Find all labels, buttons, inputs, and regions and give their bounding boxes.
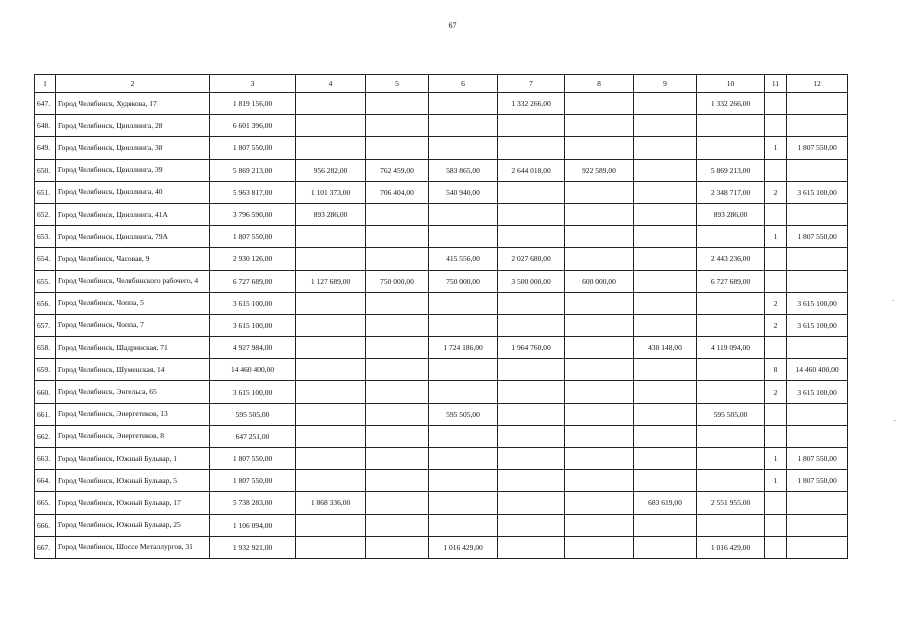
table-row	[35, 536, 848, 558]
col4-cell	[296, 381, 366, 403]
total-cost-cell: 2 930 126,00	[210, 248, 296, 270]
col10-sum-cell	[697, 115, 765, 137]
column-header-4: 4	[296, 75, 366, 93]
table-row	[35, 448, 848, 470]
table-row	[35, 403, 848, 425]
total-cost-cell: 6 601 396,00	[210, 115, 296, 137]
col5-cell: 762 459,00	[366, 159, 429, 181]
col9-cell	[634, 248, 697, 270]
column-header-9: 9	[634, 75, 697, 93]
col12-sum-cell	[787, 248, 848, 270]
col9-cell	[634, 536, 697, 558]
col4-cell	[296, 536, 366, 558]
total-cost-cell: 1 932 921,00	[210, 536, 296, 558]
col9-cell: 430 148,00	[634, 337, 697, 359]
col5-cell	[366, 536, 429, 558]
col6-cell	[429, 470, 498, 492]
col12-sum-cell: 1 807 550,00	[787, 137, 848, 159]
col6-cell	[429, 226, 498, 248]
address-cell: Город Челябинск, Цвиллинга, 28	[56, 115, 210, 137]
address-cell: Город Челябинск, Цвиллинга, 39	[56, 159, 210, 181]
col4-cell	[296, 248, 366, 270]
col11-count-cell	[765, 115, 787, 137]
row-number: 658.	[35, 337, 56, 359]
col12-sum-cell: 1 807 550,00	[787, 448, 848, 470]
col8-cell	[565, 93, 634, 115]
table-row	[35, 470, 848, 492]
address-cell: Город Челябинск, Южный Бульвар, 1	[56, 448, 210, 470]
col4-cell	[296, 425, 366, 447]
total-cost-cell: 595 505,00	[210, 403, 296, 425]
col11-count-cell: 2	[765, 381, 787, 403]
column-header-10: 10	[697, 75, 765, 93]
table-row	[35, 292, 848, 314]
col4-cell	[296, 514, 366, 536]
col4-cell	[296, 337, 366, 359]
col4-cell	[296, 292, 366, 314]
col8-cell	[565, 403, 634, 425]
table-row	[35, 93, 848, 115]
col5-cell	[366, 470, 429, 492]
col4-cell: 1 868 336,00	[296, 492, 366, 514]
col12-sum-cell: 3 615 100,00	[787, 292, 848, 314]
col5-cell	[366, 314, 429, 336]
col7-cell	[498, 536, 565, 558]
row-number: 655.	[35, 270, 56, 292]
col7-cell: 2 644 018,00	[498, 159, 565, 181]
col6-cell: 540 940,00	[429, 181, 498, 203]
col5-cell	[366, 337, 429, 359]
col11-count-cell	[765, 337, 787, 359]
scan-artifact	[894, 420, 896, 421]
address-cell: Город Челябинск, Челябинского рабочего, 4	[56, 270, 210, 292]
col9-cell	[634, 425, 697, 447]
col10-sum-cell	[697, 314, 765, 336]
col11-count-cell: 2	[765, 292, 787, 314]
col11-count-cell	[765, 248, 787, 270]
table-row	[35, 159, 848, 181]
col5-cell	[366, 448, 429, 470]
col5-cell	[366, 292, 429, 314]
col11-count-cell: 8	[765, 359, 787, 381]
col7-cell	[498, 470, 565, 492]
col6-cell	[429, 203, 498, 225]
col11-count-cell: 2	[765, 181, 787, 203]
row-number: 656.	[35, 292, 56, 314]
col12-sum-cell: 3 615 100,00	[787, 381, 848, 403]
col7-cell	[498, 425, 565, 447]
col12-sum-cell	[787, 115, 848, 137]
column-header-1: 1	[35, 75, 56, 93]
table-row	[35, 359, 848, 381]
col4-cell	[296, 226, 366, 248]
total-cost-cell: 5 869 213,00	[210, 159, 296, 181]
col5-cell	[366, 137, 429, 159]
col4-cell: 1 127 689,00	[296, 270, 366, 292]
col6-cell	[429, 137, 498, 159]
col8-cell	[565, 492, 634, 514]
row-number: 650.	[35, 159, 56, 181]
col6-cell: 750 000,00	[429, 270, 498, 292]
col11-count-cell	[765, 203, 787, 225]
column-header-7: 7	[498, 75, 565, 93]
table-row	[35, 248, 848, 270]
col5-cell	[366, 381, 429, 403]
col7-cell	[498, 359, 565, 381]
row-number: 664.	[35, 470, 56, 492]
row-number: 661.	[35, 403, 56, 425]
col7-cell	[498, 403, 565, 425]
col7-cell: 1 964 760,00	[498, 337, 565, 359]
col8-cell	[565, 359, 634, 381]
col10-sum-cell	[697, 292, 765, 314]
col9-cell	[634, 93, 697, 115]
col6-cell	[429, 292, 498, 314]
col7-cell	[498, 292, 565, 314]
col10-sum-cell: 595 505,00	[697, 403, 765, 425]
col7-cell	[498, 181, 565, 203]
col7-cell: 1 332 266,00	[498, 93, 565, 115]
col5-cell: 706 404,00	[366, 181, 429, 203]
col6-cell	[429, 314, 498, 336]
col7-cell	[498, 226, 565, 248]
column-header-6: 6	[429, 75, 498, 93]
col6-cell	[429, 492, 498, 514]
col6-cell: 583 865,00	[429, 159, 498, 181]
col8-cell	[565, 203, 634, 225]
address-cell: Город Челябинск, Чоппа, 5	[56, 292, 210, 314]
col5-cell: 750 000,00	[366, 270, 429, 292]
col8-cell	[565, 314, 634, 336]
col10-sum-cell: 2 551 955,00	[697, 492, 765, 514]
total-cost-cell: 1 807 550,00	[210, 137, 296, 159]
address-cell: Город Челябинск, Шуменская, 14	[56, 359, 210, 381]
col6-cell: 1 016 429,00	[429, 536, 498, 558]
col9-cell	[634, 270, 697, 292]
page-number: 67	[448, 21, 457, 30]
col7-cell	[498, 137, 565, 159]
col7-cell	[498, 115, 565, 137]
address-cell: Город Челябинск, Энергетиков, 8	[56, 425, 210, 447]
col11-count-cell	[765, 514, 787, 536]
col10-sum-cell	[697, 448, 765, 470]
row-number: 648.	[35, 115, 56, 137]
table-row	[35, 270, 848, 292]
col7-cell	[498, 314, 565, 336]
col10-sum-cell: 2 348 717,00	[697, 181, 765, 203]
total-cost-cell: 1 807 550,00	[210, 470, 296, 492]
col6-cell	[429, 425, 498, 447]
col12-sum-cell: 3 615 100,00	[787, 181, 848, 203]
col11-count-cell	[765, 93, 787, 115]
row-number: 647.	[35, 93, 56, 115]
col5-cell	[366, 492, 429, 514]
col5-cell	[366, 115, 429, 137]
total-cost-cell: 1 819 156,00	[210, 93, 296, 115]
address-cell: Город Челябинск, Шоссе Металлургов, 31	[56, 536, 210, 558]
col11-count-cell	[765, 492, 787, 514]
col7-cell	[498, 203, 565, 225]
address-cell: Город Челябинск, Цвиллинга, 79А	[56, 226, 210, 248]
col8-cell	[565, 292, 634, 314]
scan-artifact	[892, 300, 894, 301]
col5-cell	[366, 203, 429, 225]
col5-cell	[366, 403, 429, 425]
col12-sum-cell	[787, 270, 848, 292]
row-number: 667.	[35, 536, 56, 558]
address-cell: Город Челябинск, Южный Бульвар, 5	[56, 470, 210, 492]
col10-sum-cell: 1 016 429,00	[697, 536, 765, 558]
col4-cell	[296, 93, 366, 115]
col8-cell	[565, 448, 634, 470]
total-cost-cell: 1 807 550,00	[210, 448, 296, 470]
col12-sum-cell: 1 807 550,00	[787, 226, 848, 248]
col5-cell	[366, 359, 429, 381]
col9-cell	[634, 137, 697, 159]
col11-count-cell: 1	[765, 470, 787, 492]
col9-cell	[634, 115, 697, 137]
col9-cell	[634, 181, 697, 203]
table-row	[35, 115, 848, 137]
table-row	[35, 425, 848, 447]
col7-cell	[498, 492, 565, 514]
row-number: 665.	[35, 492, 56, 514]
col6-cell: 1 724 186,00	[429, 337, 498, 359]
column-header-2: 2	[56, 75, 210, 93]
col6-cell: 415 556,00	[429, 248, 498, 270]
total-cost-cell: 4 927 984,00	[210, 337, 296, 359]
col5-cell	[366, 93, 429, 115]
column-header-12: 12	[787, 75, 848, 93]
col9-cell	[634, 314, 697, 336]
col11-count-cell: 1	[765, 226, 787, 248]
col8-cell	[565, 514, 634, 536]
address-cell: Город Челябинск, Цвиллинга, 41А	[56, 203, 210, 225]
total-cost-cell: 6 727 689,00	[210, 270, 296, 292]
col8-cell: 922 589,00	[565, 159, 634, 181]
row-number: 666.	[35, 514, 56, 536]
col8-cell	[565, 470, 634, 492]
col11-count-cell: 2	[765, 314, 787, 336]
col6-cell	[429, 359, 498, 381]
table-row	[35, 203, 848, 225]
col7-cell	[498, 448, 565, 470]
row-number: 649.	[35, 137, 56, 159]
col6-cell	[429, 115, 498, 137]
col9-cell	[634, 470, 697, 492]
col8-cell	[565, 425, 634, 447]
address-cell: Город Челябинск, Южный Бульвар, 25	[56, 514, 210, 536]
table-row	[35, 514, 848, 536]
col10-sum-cell	[697, 381, 765, 403]
total-cost-cell: 3 615 100,00	[210, 314, 296, 336]
col6-cell	[429, 93, 498, 115]
row-number: 651.	[35, 181, 56, 203]
address-cell: Город Челябинск, Энгельса, 65	[56, 381, 210, 403]
col9-cell	[634, 203, 697, 225]
col4-cell	[296, 470, 366, 492]
address-cell: Город Челябинск, Чоппа, 7	[56, 314, 210, 336]
col12-sum-cell: 1 807 550,00	[787, 470, 848, 492]
col11-count-cell	[765, 536, 787, 558]
col9-cell	[634, 359, 697, 381]
col10-sum-cell: 5 869 213,00	[697, 159, 765, 181]
col8-cell	[565, 181, 634, 203]
col10-sum-cell	[697, 359, 765, 381]
col12-sum-cell	[787, 93, 848, 115]
row-number: 663.	[35, 448, 56, 470]
column-header-11: 11	[765, 75, 787, 93]
address-cell: Город Челябинск, Цвиллинга, 38	[56, 137, 210, 159]
col11-count-cell	[765, 425, 787, 447]
col12-sum-cell	[787, 203, 848, 225]
col12-sum-cell	[787, 514, 848, 536]
table-body	[35, 93, 848, 559]
col12-sum-cell	[787, 492, 848, 514]
col4-cell: 1 101 373,00	[296, 181, 366, 203]
column-header-8: 8	[565, 75, 634, 93]
col11-count-cell	[765, 403, 787, 425]
address-cell: Город Челябинск, Худякова, 17	[56, 93, 210, 115]
col9-cell	[634, 159, 697, 181]
total-cost-cell: 3 615 100,00	[210, 381, 296, 403]
col9-cell	[634, 514, 697, 536]
col4-cell	[296, 314, 366, 336]
table-row	[35, 492, 848, 514]
col6-cell: 595 505,00	[429, 403, 498, 425]
col11-count-cell	[765, 270, 787, 292]
address-cell: Город Челябинск, Часовая, 9	[56, 248, 210, 270]
col10-sum-cell	[697, 514, 765, 536]
table-row	[35, 337, 848, 359]
table-row	[35, 381, 848, 403]
col9-cell	[634, 448, 697, 470]
column-header-3: 3	[210, 75, 296, 93]
col8-cell: 600 000,00	[565, 270, 634, 292]
col11-count-cell	[765, 159, 787, 181]
table-header-row	[35, 75, 848, 93]
table-row	[35, 226, 848, 248]
total-cost-cell: 5 963 817,00	[210, 181, 296, 203]
col4-cell	[296, 115, 366, 137]
table-row	[35, 181, 848, 203]
col12-sum-cell: 3 615 100,00	[787, 314, 848, 336]
total-cost-cell: 3 796 590,00	[210, 203, 296, 225]
col8-cell	[565, 226, 634, 248]
col8-cell	[565, 337, 634, 359]
row-number: 654.	[35, 248, 56, 270]
col10-sum-cell	[697, 425, 765, 447]
col12-sum-cell	[787, 425, 848, 447]
col8-cell	[565, 137, 634, 159]
col9-cell	[634, 292, 697, 314]
col10-sum-cell: 4 119 094,00	[697, 337, 765, 359]
col10-sum-cell: 1 332 266,00	[697, 93, 765, 115]
address-cell: Город Челябинск, Цвиллинга, 40	[56, 181, 210, 203]
col10-sum-cell: 6 727 689,00	[697, 270, 765, 292]
col11-count-cell: 1	[765, 137, 787, 159]
total-cost-cell: 5 738 283,00	[210, 492, 296, 514]
col7-cell: 3 500 000,00	[498, 270, 565, 292]
col10-sum-cell: 2 443 236,00	[697, 248, 765, 270]
col8-cell	[565, 381, 634, 403]
col12-sum-cell	[787, 159, 848, 181]
row-number: 652.	[35, 203, 56, 225]
col4-cell: 956 282,00	[296, 159, 366, 181]
row-number: 659.	[35, 359, 56, 381]
row-number: 660.	[35, 381, 56, 403]
col7-cell: 2 027 680,00	[498, 248, 565, 270]
col10-sum-cell	[697, 226, 765, 248]
col11-count-cell: 1	[765, 448, 787, 470]
row-number: 657.	[35, 314, 56, 336]
col4-cell	[296, 403, 366, 425]
total-cost-cell: 1 106 094,00	[210, 514, 296, 536]
col6-cell	[429, 448, 498, 470]
col9-cell	[634, 226, 697, 248]
col4-cell: 893 286,00	[296, 203, 366, 225]
col6-cell	[429, 381, 498, 403]
col9-cell	[634, 403, 697, 425]
col12-sum-cell	[787, 403, 848, 425]
col7-cell	[498, 381, 565, 403]
col10-sum-cell	[697, 470, 765, 492]
data-table	[34, 74, 848, 559]
total-cost-cell: 647 251,00	[210, 425, 296, 447]
col4-cell	[296, 448, 366, 470]
col5-cell	[366, 248, 429, 270]
col9-cell	[634, 381, 697, 403]
total-cost-cell: 3 615 100,00	[210, 292, 296, 314]
col8-cell	[565, 536, 634, 558]
total-cost-cell: 1 807 550,00	[210, 226, 296, 248]
col12-sum-cell	[787, 536, 848, 558]
column-header-5: 5	[366, 75, 429, 93]
table-row	[35, 137, 848, 159]
col6-cell	[429, 514, 498, 536]
row-number: 653.	[35, 226, 56, 248]
table-row	[35, 314, 848, 336]
address-cell: Город Челябинск, Энергетиков, 13	[56, 403, 210, 425]
address-cell: Город Челябинск, Шадринская, 71	[56, 337, 210, 359]
col9-cell: 683 619,00	[634, 492, 697, 514]
col12-sum-cell	[787, 337, 848, 359]
address-cell: Город Челябинск, Южный Бульвар, 17	[56, 492, 210, 514]
col5-cell	[366, 425, 429, 447]
col8-cell	[565, 115, 634, 137]
row-number: 662.	[35, 425, 56, 447]
col12-sum-cell: 14 460 400,00	[787, 359, 848, 381]
col10-sum-cell	[697, 137, 765, 159]
col5-cell	[366, 226, 429, 248]
total-cost-cell: 14 460 400,00	[210, 359, 296, 381]
col7-cell	[498, 514, 565, 536]
col4-cell	[296, 359, 366, 381]
col4-cell	[296, 137, 366, 159]
col8-cell	[565, 248, 634, 270]
col5-cell	[366, 514, 429, 536]
col10-sum-cell: 893 286,00	[697, 203, 765, 225]
